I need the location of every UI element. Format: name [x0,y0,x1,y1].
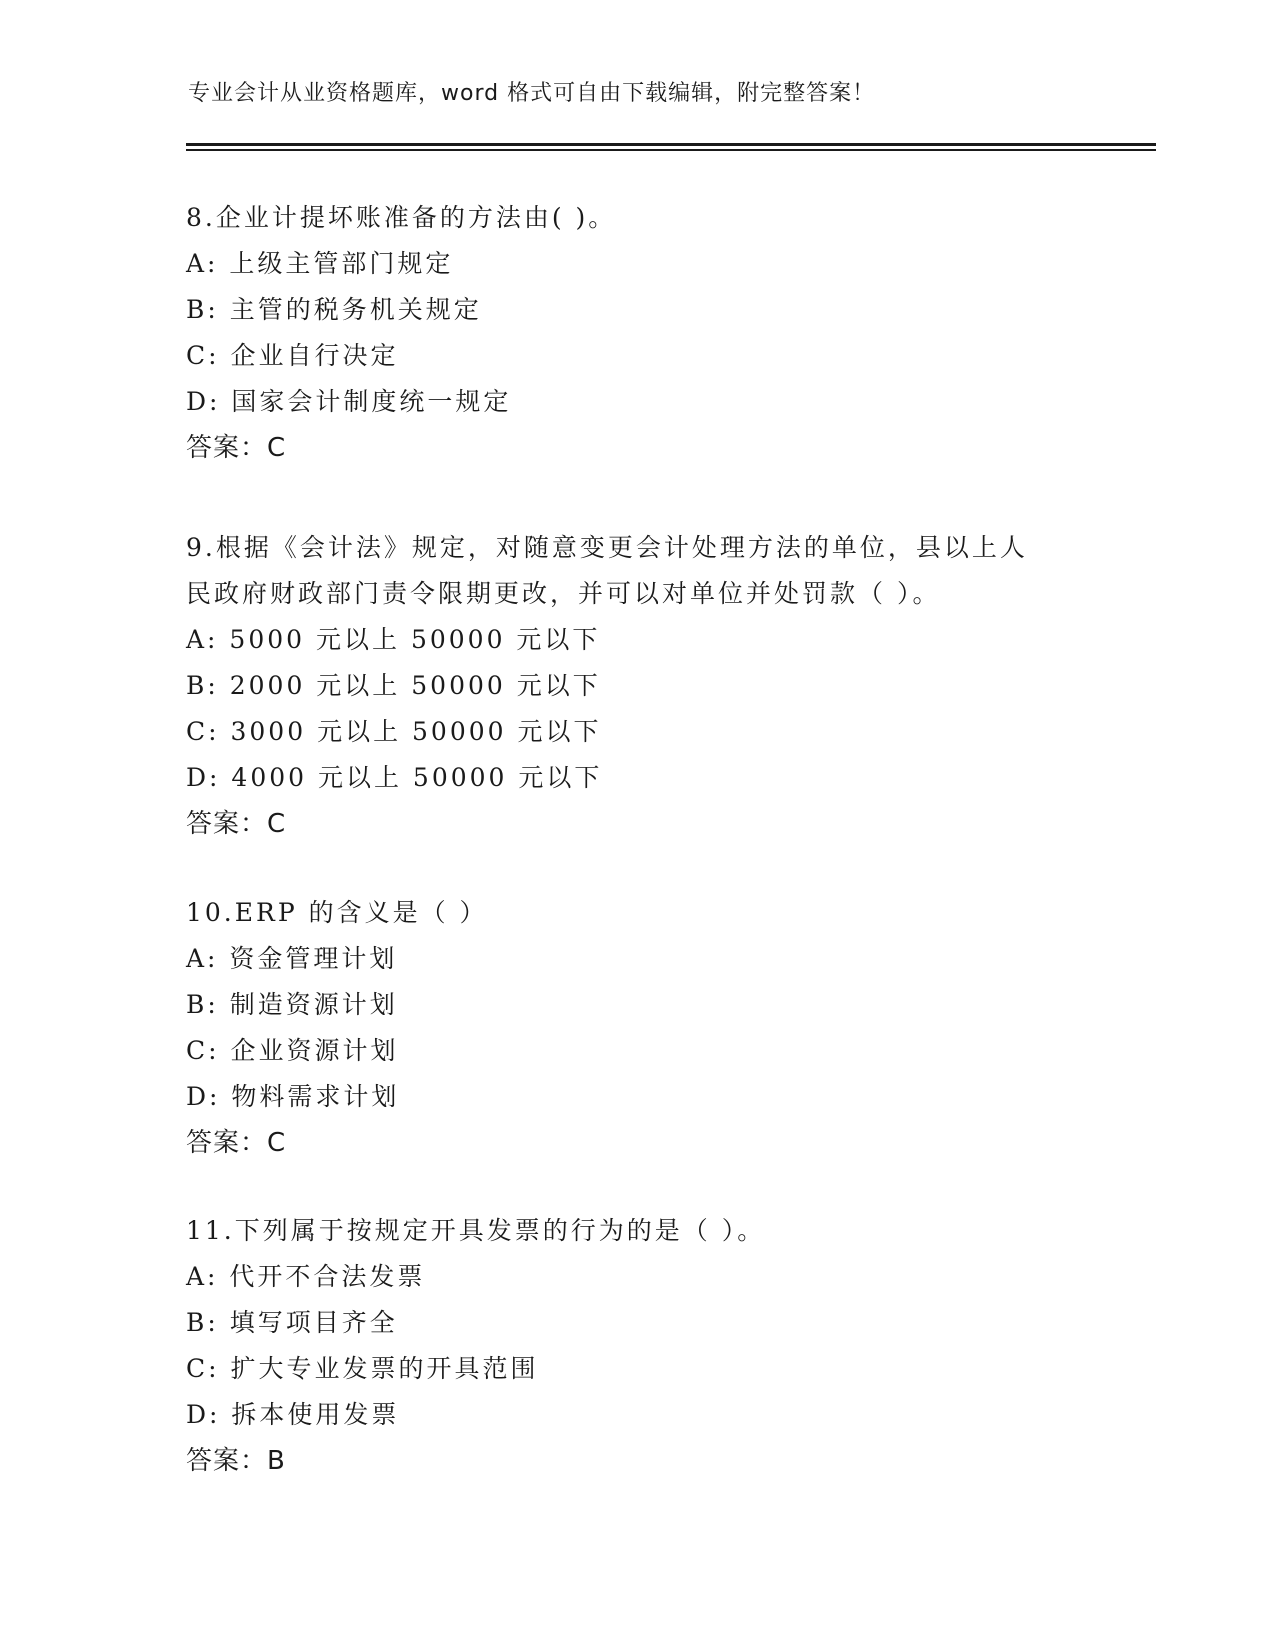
option-a: A: 5000 元以上 50000 元以下 [186,625,601,654]
question-stem: 8.企业计提坏账准备的方法由( )。 [186,203,617,232]
option-b: B: 填写项目齐全 [186,1308,398,1337]
option-b: B: 主管的税务机关规定 [186,295,482,324]
option-b: B: 制造资源计划 [186,990,398,1019]
question-9 [186,525,1086,847]
option-c: C: 3000 元以上 50000 元以下 [186,717,602,746]
option-a: A: 代开不合法发票 [186,1262,426,1291]
question-11 [186,1208,1086,1484]
question-stem-line-1: 9.根据《会计法》规定，对随意变更会计处理方法的单位，县以上人 [186,533,1028,562]
option-c: C: 企业自行决定 [186,341,399,370]
option-c: C: 企业资源计划 [186,1036,399,1065]
answer-text: 答案：C [186,433,287,463]
option-a: A: 资金管理计划 [186,944,398,973]
question-8 [186,195,1086,471]
option-d: D: 4000 元以上 50000 元以下 [186,763,603,792]
page-header-text: 专业会计从业资格题库，word 格式可自由下载编辑，附完整答案！ [188,81,876,106]
option-a: A: 上级主管部门规定 [186,249,454,278]
option-b: B: 2000 元以上 50000 元以下 [186,671,601,700]
answer-text: 答案：B [186,1446,286,1476]
option-d: D: 国家会计制度统一规定 [186,387,512,416]
option-c: C: 扩大专业发票的开具范围 [186,1354,539,1383]
answer-text: 答案：C [186,809,287,839]
question-10 [186,890,1086,1166]
option-d: D: 物料需求计划 [186,1082,400,1111]
option-d: D: 拆本使用发票 [186,1400,400,1429]
question-stem: 10.ERP 的含义是（ ） [186,898,488,927]
answer-text: 答案：C [186,1128,287,1158]
question-stem: 11.下列属于按规定开具发票的行为的是（ ）。 [186,1216,766,1245]
question-stem-line-2: 民政府财政部门责令限期更改，并可以对单位并处罚款（ ）。 [186,579,941,608]
header-divider-gap [186,146,1156,149]
